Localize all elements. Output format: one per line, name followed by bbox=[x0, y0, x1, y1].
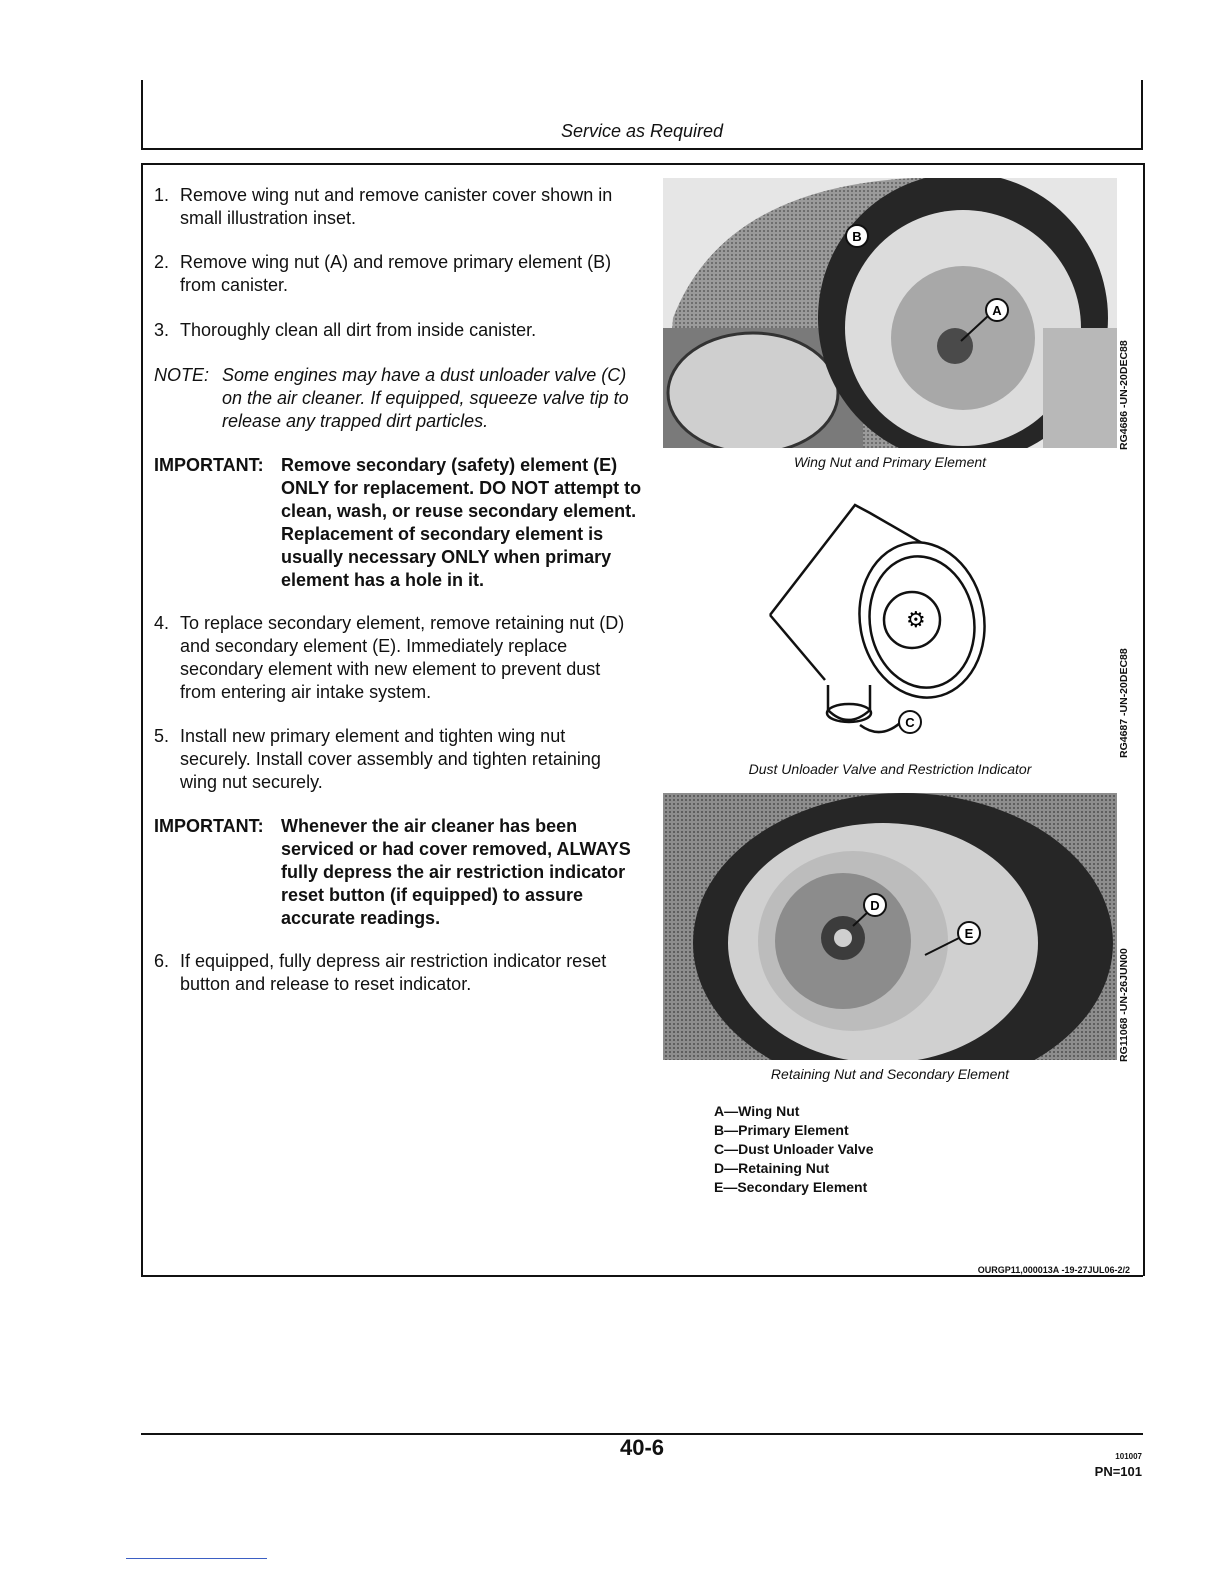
callout-c-letter: C bbox=[905, 715, 915, 730]
step-2 bbox=[154, 251, 644, 297]
step-5 bbox=[154, 725, 634, 794]
figure-wing-nut-photo bbox=[663, 178, 1117, 448]
note-text: Some engines may have a dust unloader valve (C) on the air cleaner. If equipped, squeeze valve tip to release any trapped dirt particles. bbox=[222, 365, 629, 431]
retaining-nut-photo-drawing bbox=[663, 793, 1117, 1060]
step-number: 2. bbox=[154, 252, 170, 272]
step-text: Remove wing nut (A) and remove primary element (B) from canister. bbox=[180, 252, 612, 295]
note-label: NOTE: bbox=[154, 365, 210, 385]
scan-artifact-line bbox=[126, 1558, 267, 1559]
figure-2-code: RG4687 -UN-20DEC88 bbox=[1118, 648, 1130, 758]
step-1 bbox=[154, 184, 644, 230]
step-number: 1. bbox=[154, 185, 170, 205]
step-text: Thoroughly clean all dirt from inside canister. bbox=[180, 320, 537, 340]
step-text: To replace secondary element, remove retaining nut (D) and secondary element (E). Immediately replace secondary element with new element to prevent dust from entering air intake system. bbox=[180, 613, 625, 702]
step-text: Install new primary element and tighten wing nut securely. Install cover assembly and tighten retaining wing nut securely. bbox=[180, 726, 601, 792]
footer-pn: PN=101 bbox=[1094, 1464, 1142, 1479]
step-number: 6. bbox=[154, 951, 170, 971]
step-text: Remove wing nut and remove canister cover shown in small illustration inset. bbox=[180, 185, 613, 228]
callout-d-letter: D bbox=[870, 898, 880, 913]
important-block-2 bbox=[154, 815, 644, 930]
important-label: IMPORTANT: bbox=[154, 816, 264, 836]
legend-item-d: D—Retaining Nut bbox=[714, 1160, 830, 1176]
step-3 bbox=[154, 319, 644, 342]
wing-nut-photo-drawing bbox=[663, 178, 1117, 448]
important-text: Whenever the air cleaner has been serviced or had cover removed, ALWAYS fully depress the air restriction indicator reset button (if equipped) to assure accurate readings. bbox=[281, 816, 631, 928]
note-block bbox=[154, 364, 644, 433]
step-number: 3. bbox=[154, 320, 170, 340]
dust-unloader-line-art bbox=[740, 495, 1000, 750]
figure-2-caption: Dust Unloader Valve and Restriction Indicator bbox=[748, 761, 1032, 777]
figure-3-code: RG11068 -UN-26JUN00 bbox=[1118, 948, 1130, 1062]
wing-nut-glyph-icon: ⚙ bbox=[906, 608, 926, 633]
content-box-bottom bbox=[141, 1275, 1143, 1277]
page-number: 40-6 bbox=[619, 1435, 665, 1460]
header-rule bbox=[141, 148, 1143, 150]
legend-item-b: B—Primary Element bbox=[714, 1122, 849, 1138]
callout-a-letter: A bbox=[992, 303, 1002, 318]
step-text: If equipped, fully depress air restriction indicator reset button and release to reset indicator. bbox=[180, 951, 607, 994]
callout-b-letter: B bbox=[852, 229, 862, 244]
step-number: 4. bbox=[154, 613, 170, 633]
figure-1-code: RG4686 -UN-20DEC88 bbox=[1118, 340, 1130, 450]
legend-item-e: E—Secondary Element bbox=[714, 1179, 868, 1195]
figure-3-caption: Retaining Nut and Secondary Element bbox=[770, 1066, 1010, 1082]
figure-1-caption: Wing Nut and Primary Element bbox=[793, 454, 987, 470]
step-4 bbox=[154, 612, 634, 704]
callout-c bbox=[899, 711, 921, 733]
legend-item-c: C—Dust Unloader Valve bbox=[714, 1141, 874, 1157]
callout-e-letter: E bbox=[964, 926, 974, 941]
document-code: OURGP11,000013A -19-27JUL06-2/2 bbox=[977, 1265, 1130, 1275]
footer-code: 101007 bbox=[1115, 1452, 1142, 1461]
step-6 bbox=[154, 950, 644, 996]
page-title: Service as Required bbox=[560, 121, 724, 141]
important-block-1 bbox=[154, 454, 646, 592]
legend-item-a: A—Wing Nut bbox=[714, 1103, 800, 1119]
important-label: IMPORTANT: bbox=[154, 455, 264, 475]
figure-retaining-nut-photo bbox=[663, 793, 1117, 1060]
important-text: Remove secondary (safety) element (E) ONLY for replacement. DO NOT attempt to clean, wash, or reuse secondary element. Replacement of secondary element is usually necessary ONLY when primary element has a hole in it. bbox=[281, 455, 642, 590]
figure-dust-unloader-drawing bbox=[740, 495, 1000, 750]
callout-b bbox=[846, 225, 868, 247]
step-number: 5. bbox=[154, 726, 170, 746]
